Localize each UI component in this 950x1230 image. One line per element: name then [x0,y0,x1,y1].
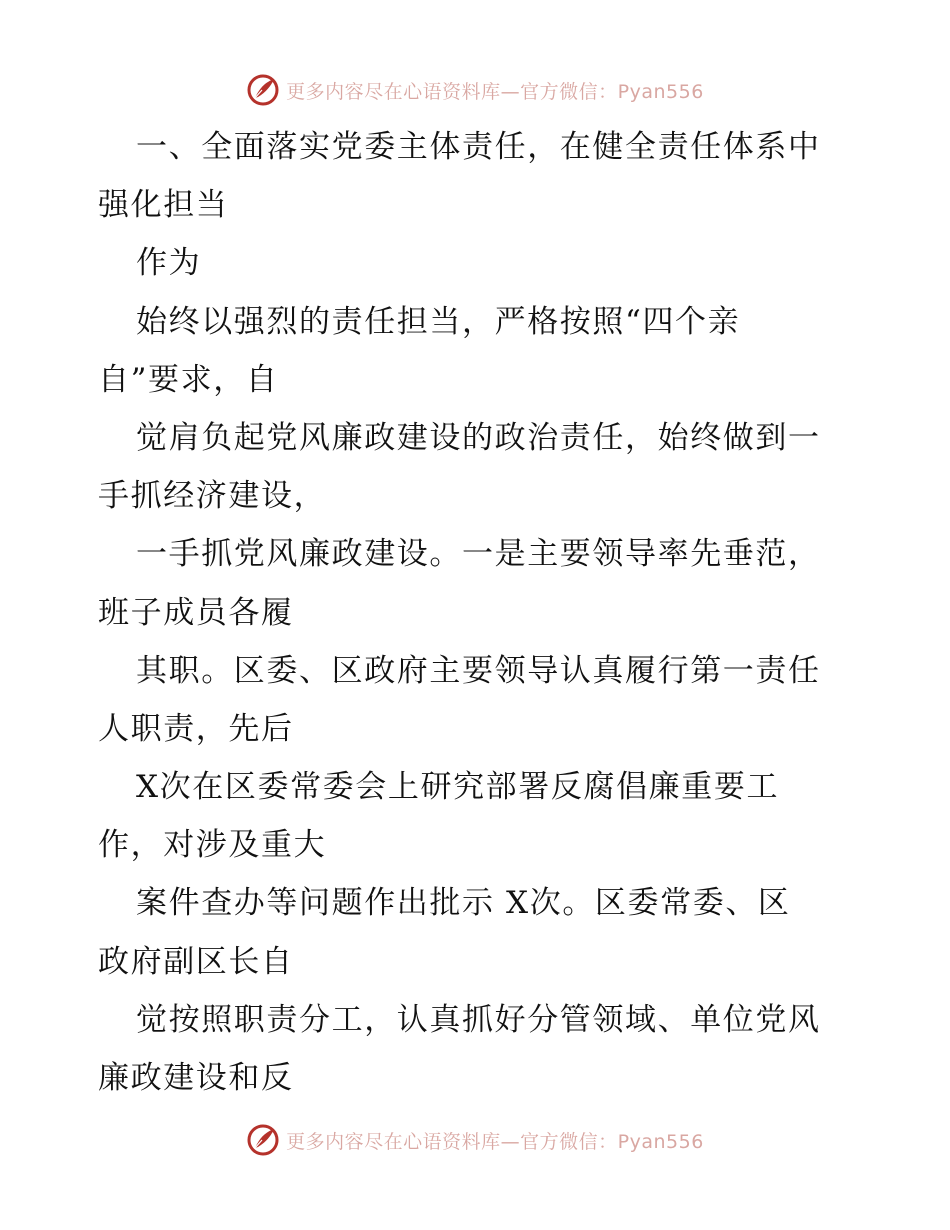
body-line: 其职。区委、区政府主要领导认真履行第一责任 [136,652,821,689]
body-line: 手抓经济建设， [98,478,327,515]
body-line: 案件查办等问题作出批示 X次。区委常委、区 [136,885,791,922]
body-line: 作为 [136,245,202,282]
body-line: 一、全面落实党委主体责任，在健全责任体系中 [136,129,821,165]
watermark-text: 更多内容尽在心语资料库—官方微信：Pyan556 [286,1130,704,1153]
feather-pen-logo-icon [246,73,280,107]
body-line: 人职责，先后 [98,710,294,747]
body-line: 廉政建设和反 [98,1060,294,1096]
body-line: 一手抓党风廉政建设。一是主要领导率先垂范， [136,536,821,573]
body-line: 觉肩负起党风廉政建设的政治责任，始终做到一 [136,419,821,456]
body-line: 始终以强烈的责任担当，严格按照“四个亲 [136,303,741,340]
body-line: 政府副区长自 [98,943,294,980]
watermark-text: 更多内容尽在心语资料库—官方微信：Pyan556 [286,80,704,103]
header-watermark [0,70,950,110]
body-line: 自”要求，自 [98,361,279,398]
body-line: X次在区委常委会上研究部署反腐倡廉重要工 [136,769,780,806]
body-line: 强化担当 [98,187,229,224]
body-line: 作，对涉及重大 [98,827,327,864]
document-body [98,118,868,1107]
body-line: 班子成员各履 [98,594,294,631]
body-line: 觉按照职责分工，认真抓好分管领域、单位党风 [136,1001,821,1038]
feather-pen-logo-icon [246,1123,280,1157]
footer-watermark [0,1120,950,1160]
